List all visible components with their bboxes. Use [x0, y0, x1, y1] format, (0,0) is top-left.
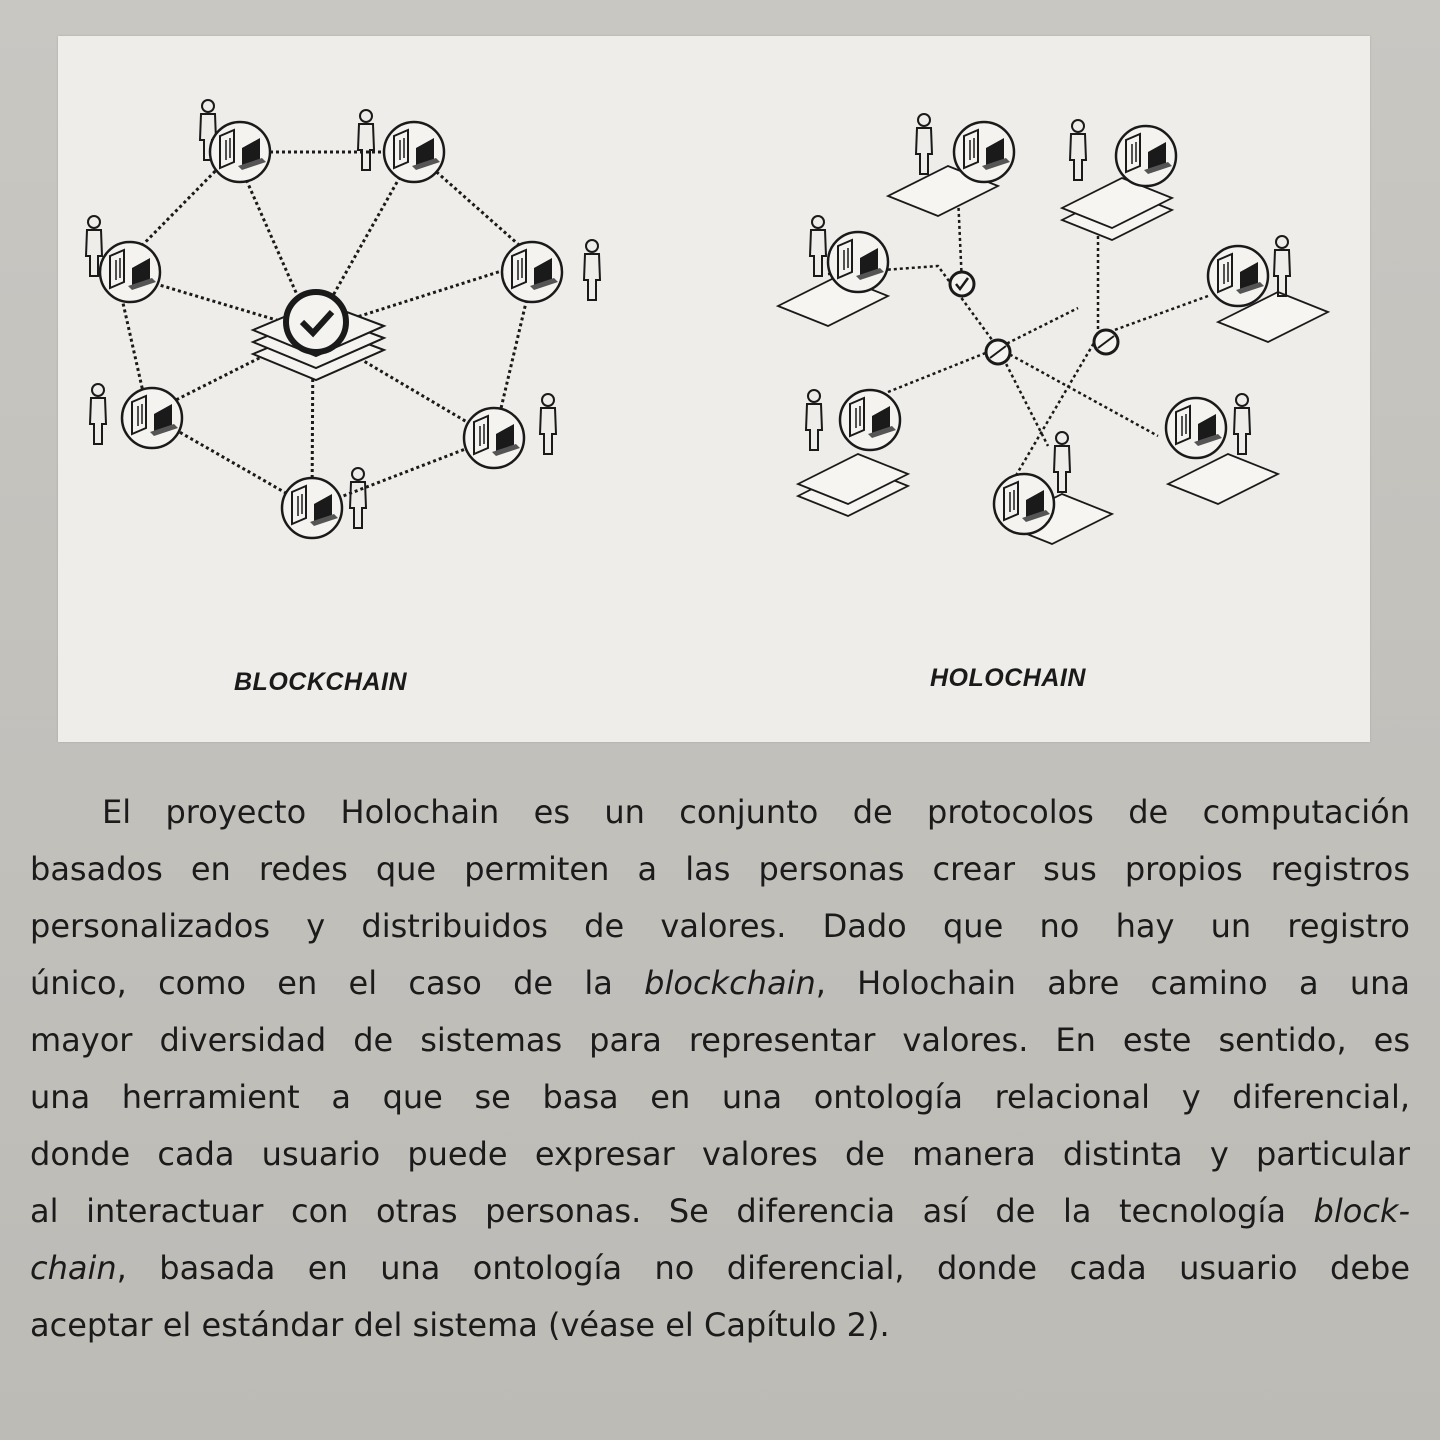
line-text: aceptar el estándar del sistema (véase el Capítulo 2). — [30, 1306, 890, 1344]
line-text: mayor diversidad de sistemas para representar valores. En este sentido, es — [30, 1021, 1410, 1059]
paragraph-line — [30, 1240, 1410, 1297]
paragraph-line — [30, 1297, 1410, 1354]
italic-term: blockchain — [644, 964, 816, 1002]
holochain-nodes — [778, 114, 1328, 544]
line-text: , Holochain abre camino a una — [815, 964, 1411, 1002]
paragraph-line — [30, 1012, 1410, 1069]
paragraph-line — [30, 1069, 1410, 1126]
line-text: , basada en una ontología no diferencial, donde cada usuario debe — [116, 1249, 1410, 1287]
paragraph-line — [30, 784, 1410, 841]
line-text: personalizados y distribuidos de valores. Dado que no hay un registro — [30, 907, 1410, 945]
holochain-diagram — [828, 196, 1208, 506]
italic-term: block- — [1313, 1192, 1410, 1230]
blockchain-central-ledger — [253, 292, 384, 380]
paragraph-line — [30, 898, 1410, 955]
holochain-label: HOLOCHAIN — [930, 664, 1086, 692]
network-comparison-figure — [58, 36, 1370, 742]
paragraph-line — [30, 955, 1410, 1012]
line-text: una herramient a que se basa en una ontología relacional y diferencial, — [30, 1078, 1410, 1116]
network-diagrams — [58, 36, 1370, 742]
line-text: donde cada usuario puede expresar valores de manera distinta y particular — [30, 1135, 1410, 1173]
line-text: al interactuar con otras personas. Se diferencia así de la tecnología — [30, 1192, 1314, 1230]
paragraph-line — [30, 1126, 1410, 1183]
paragraph-line — [30, 1183, 1410, 1240]
line-text: basados en redes que permiten a las personas crear sus propios registros — [30, 850, 1410, 888]
body-paragraph — [30, 784, 1410, 1354]
paragraph-line — [30, 841, 1410, 898]
line-text: único, como en el caso de la — [30, 964, 645, 1002]
blockchain-label: BLOCKCHAIN — [234, 668, 408, 696]
italic-term: chain — [30, 1249, 117, 1287]
line-text: El proyecto Holochain es un conjunto de protocolos de computación — [102, 793, 1410, 831]
